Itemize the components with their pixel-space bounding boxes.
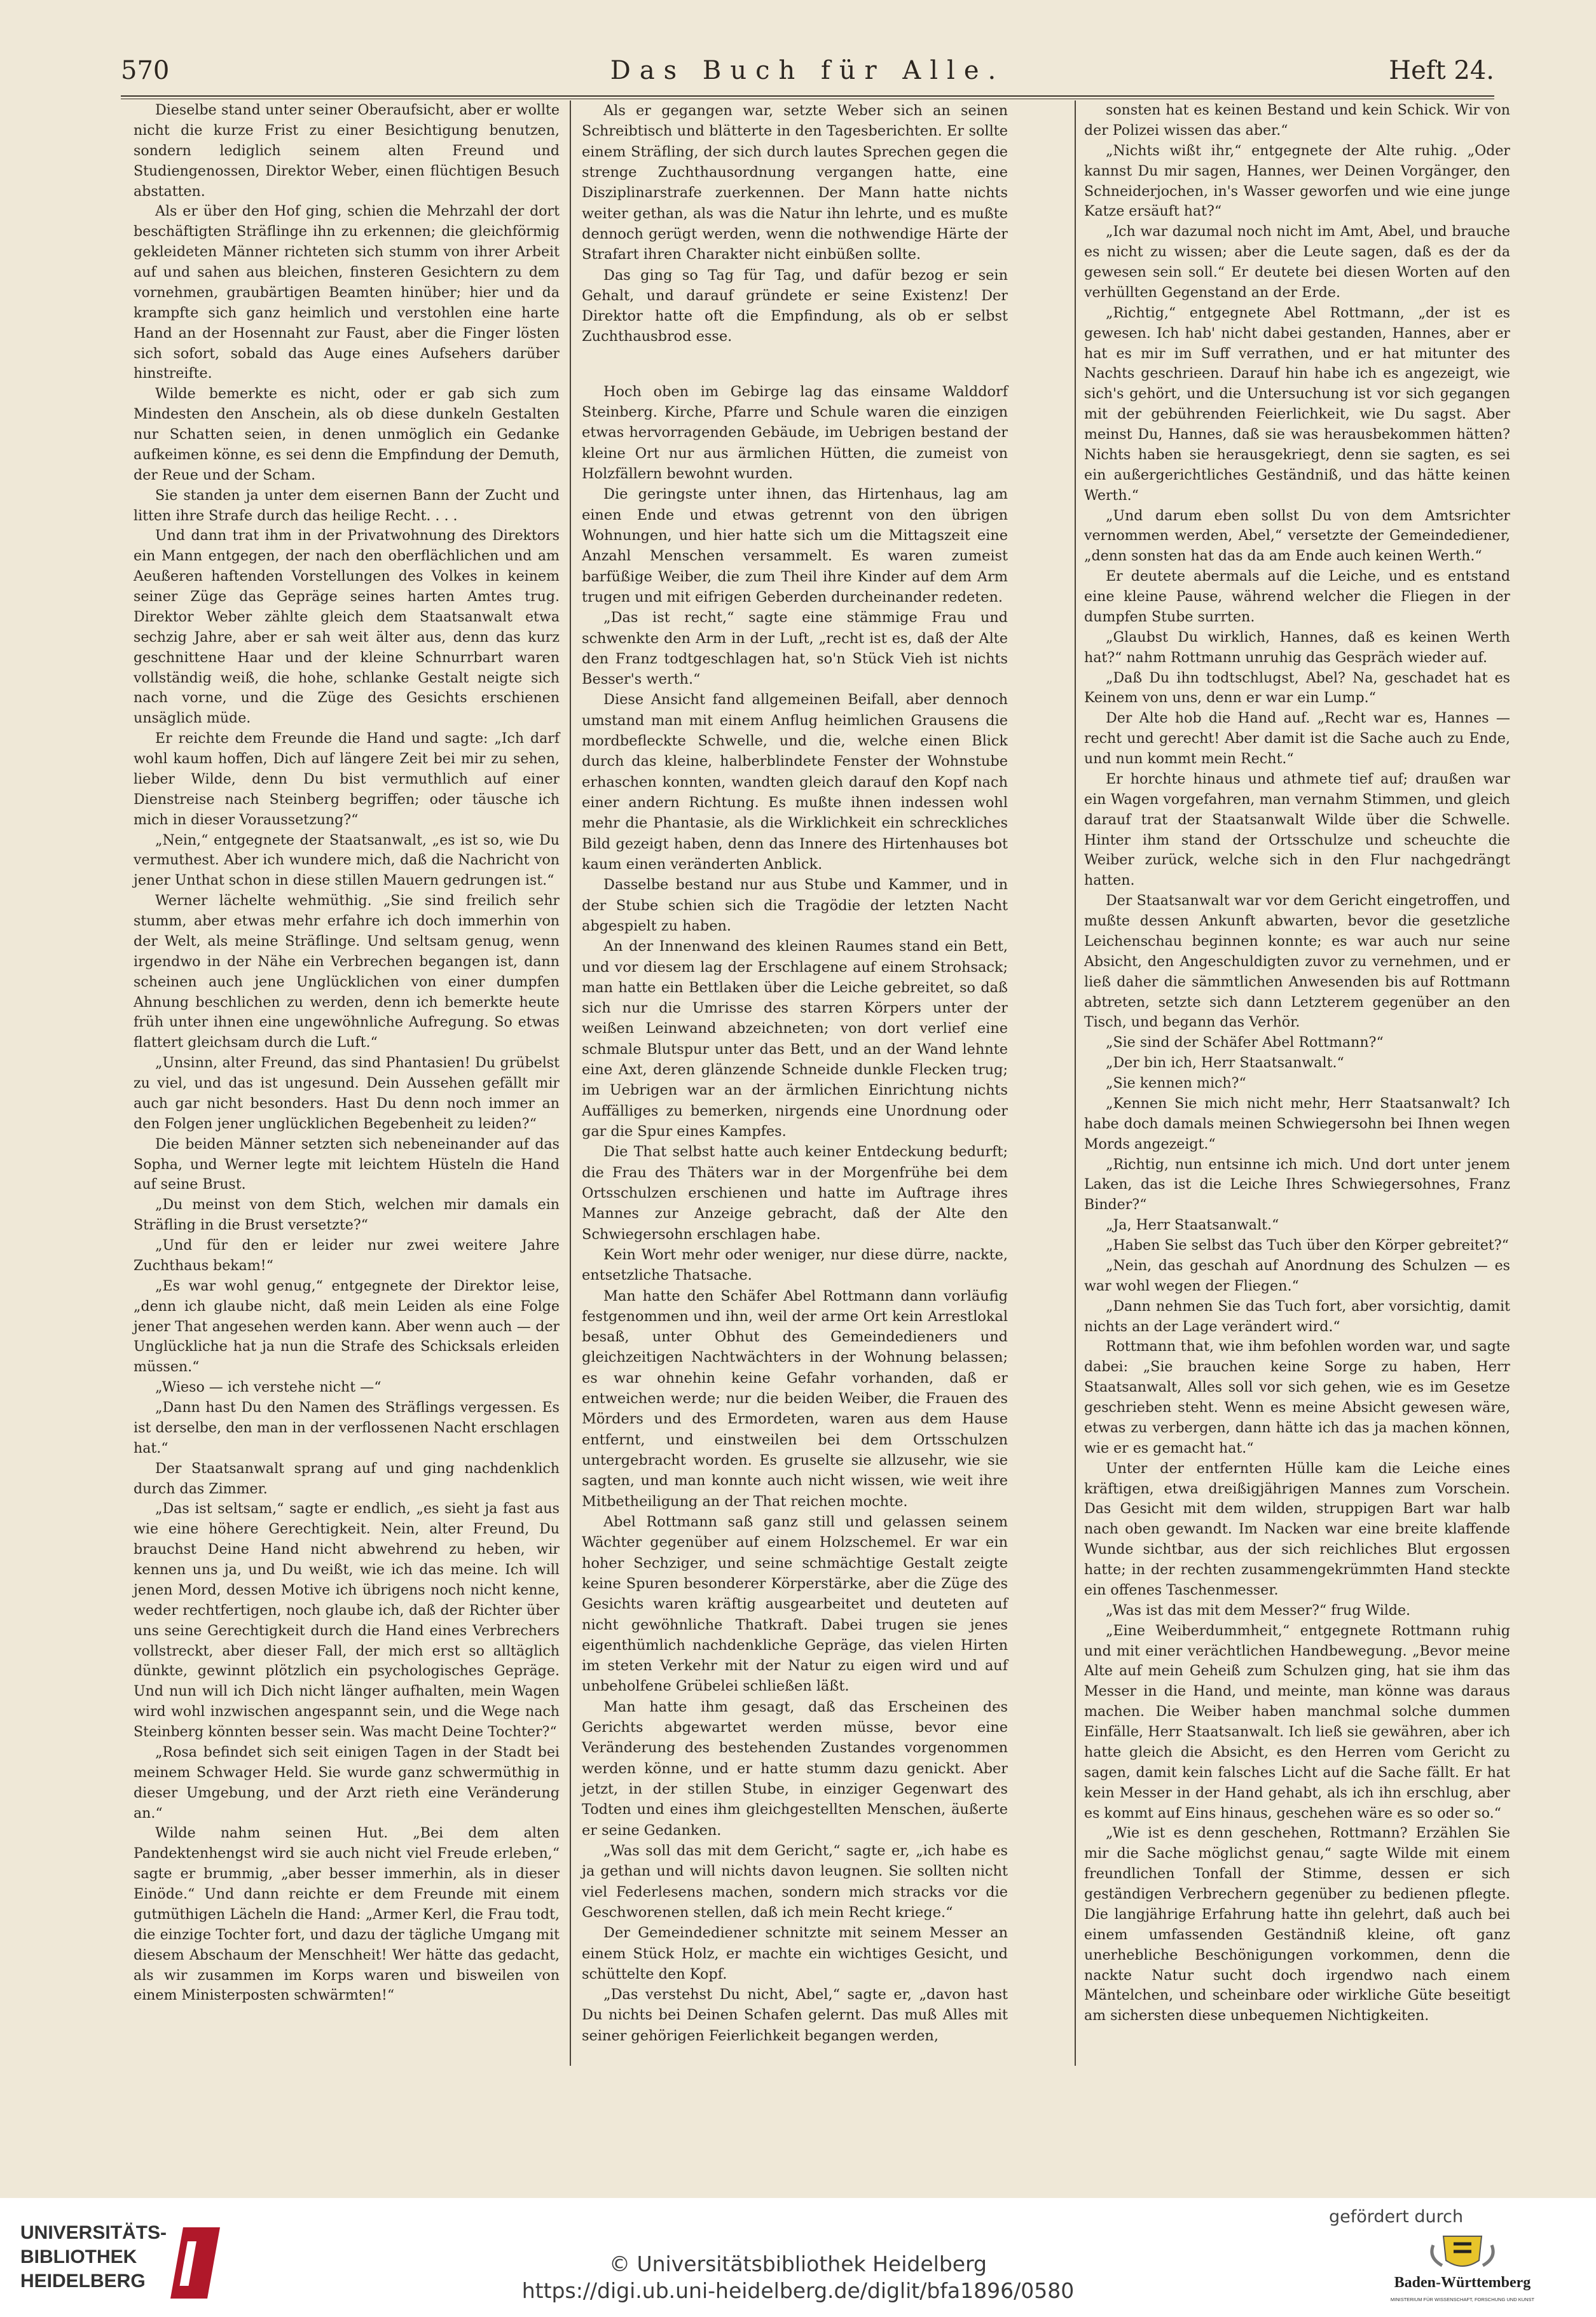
paragraph: „Rosa befindet sich seit einigen Tagen in der Stadt bei meinem Schwager Held. Sie wurde ganz schwermüthig in dieser Umgebung, und der Arzt rieth eine Veränderung an.“: [134, 1743, 560, 1822]
paragraph: „Eine Weiberdummheit,“ entgegnete Rottmann ruhig und mit einer verächtlichen Handbewegung. „Bevor meine Alte auf mein Geheiß zum Schulzen ging, hat sie ihm das Messer in die Hand, und meinte, man könne was daraus machen. Die Weiber haben manchmal solche dummen Einfälle, Herr Staatsanwalt. Ich ließ sie gewähren, aber ich hatte gleich die Absicht, es den Herren vom Gericht zu sagen, damit kein falsches Licht auf die Sache fällt. Er hat kein Messer in der Hand gehabt, als ich ihn erschlug, aber es kommt auf Eins hinaus, geschehen wäre es so oder so.“: [1084, 1622, 1510, 1822]
paragraph: Er reichte dem Freunde die Hand und sagte: „Ich darf wohl kaum hoffen, Dich auf längere Zeit bei mir zu sehen, lieber Wilde, denn Du bist vermuthlich auf einer Dienstreise nach Steinberg begriffen; oder täusche ich mich in dieser Voraussetzung?“: [134, 730, 560, 828]
text-column-3: [1084, 100, 1510, 2026]
running-header: [121, 52, 1494, 97]
paragraph: Der Gemeindediener schnitzte mit seinem Messer an einem Stück Holz, er machte ein wichtiges Gesicht, und schüttelte den Kopf.: [582, 1925, 1008, 1982]
paragraph: Rottmann that, wie ihm befohlen worden war, und sagte dabei: „Sie brauchen keine Sorge zu haben, Herr Staatsanwalt, Alles soll vor sich gehen, wie es im Gesetze geschrieben steht. Wenn es meine Absicht gewesen wäre, etwas zu verbergen, dann hätte ich das ja machen können, wie er es gemacht hat.“: [1084, 1338, 1510, 1456]
paragraph: „Daß Du ihn todtschlugst, Abel? Na, geschadet hat es Keinem von uns, denn er war ein Lump.“: [1084, 669, 1510, 707]
paragraph: „Haben Sie selbst das Tuch über den Körper gebreitet?“: [1106, 1237, 1509, 1254]
paragraph: „Richtig,“ entgegnete Abel Rottmann, „der ist es gewesen. Ich hab' nicht dabei gestanden, Hannes, aber er hat es mir im Suff verrathen, und er hat mitunter des Nachts geschrieen. Darauf hin habe ich es angezeigt, wie sich's gehört, und die Untersuchung ist vor sich gegangen mit der gebührenden Feierlichkeit, wie Du sagst. Aber meinst Du, Hannes, daß sie was herausbekommen hätten? Nichts haben sie herausgekriegt, denn sie sagten, es sei ein außergerichtliches Geständniß, und das hätte keinen Werth.“: [1084, 304, 1510, 504]
paragraph: „Das ist seltsam,“ sagte er endlich, „es sieht ja fast aus wie eine höhere Gerechtigkeit. Nein, alter Freund, Du brauchst Deine Hand nicht abwehrend zu heben, wir kennen uns ja, und Du weißt, wie ich das meine. Ich will jenen Mord, dessen Motive ich übrigens noch nicht kenne, weder rechtfertigen, noch glaube ich, daß der Richter über uns seine Gerechtigkeit durch die Hand eines Verbrechers vollstreckt, aber dieser Fall, der mich erst so alltäglich dünkte, gewinnt plötzlich ein psychologisches Gepräge. Und nun will ich Dich nicht länger aufhalten, mein Wagen wird wohl inzwischen angespannt sein, und die Wege nach Steinberg könnten besser sein. Was macht Deine Tochter?“: [134, 1500, 560, 1740]
paragraph: „Wie ist es denn geschehen, Rottmann? Erzählen Sie mir die Sache möglichst genau,“ sagte Wilde mit einem freundlichen Tonfall der Stimme, dessen er sich geständigen Verbrechern gegenüber zu bedienen pflegte. Die langjährige Erfahrung hatte ihn gelehrt, daß auch bei einem umfassenden Geständniß kleine, oft ganz unerhebliche Beschönigungen vorkommen, denn die nackte Natur sucht doch irgendwo nach einem Mäntelchen, und scheinbare oder wirkliche Güte beseitigt am sichersten diese unbequemen Nichtigkeiten.: [1084, 1825, 1510, 2024]
coat-of-arms-icon: [1432, 2236, 1493, 2266]
paragraph: Die beiden Männer setzten sich nebeneinander auf das Sopha, und Werner legte mit leichtem Hüsteln die Hand auf seine Brust.: [134, 1135, 560, 1193]
ministry-name: MINISTERIUM FÜR WISSENSCHAFT, FORSCHUNG UND KUNST: [1390, 2297, 1535, 2302]
paragraph: Er deutete abermals auf die Leiche, und es entstand eine kleine Pause, während welcher die Fliegen in der dumpfen Stube surrten.: [1084, 568, 1510, 625]
paragraph: „Unsinn, alter Freund, das sind Phantasien! Du grübelst zu viel, und das ist ungesund. Dein Aussehen gefällt mir auch gar nicht besonders. Hast Du denn noch immer an den Folgen jener unglücklichen Begebenheit zu leiden?“: [134, 1055, 560, 1132]
paragraph: Der Alte hob die Hand auf. „Recht war es, Hannes — recht und gerecht! Aber damit ist die Sache auch zu Ende, und nun kommt mein Recht.“: [1084, 710, 1510, 767]
paragraph: Der Staatsanwalt war vor dem Gericht eingetroffen, und mußte dessen Ankunft abwarten, bevor die gesetzliche Leichenschau beginnen konnte; es war auch nur seine Absicht, den Angeschuldigten zuvor zu vernehmen, und er ließ daher die sämmtlichen Anwesenden bis auf Rottmann abtreten, setzte sich dann Letzterem gegenüber an den Tisch, und begann das Verhör.: [1084, 892, 1510, 1031]
paragraph: „Ja, Herr Staatsanwalt.“: [1106, 1217, 1279, 1234]
paragraph: „Wieso — ich verstehe nicht —“: [155, 1379, 382, 1396]
paragraph: „Der bin ich, Herr Staatsanwalt.“: [1106, 1055, 1344, 1072]
funded-by-label: gefördert durch: [1329, 2207, 1464, 2227]
paragraph: „Dann hast Du den Namen des Sträflings vergessen. Es ist derselbe, den man in der verflossenen Nacht erschlagen hat.“: [134, 1399, 560, 1456]
citation-bar: [0, 2198, 1596, 2317]
paragraph: „Sie sind der Schäfer Abel Rottmann?“: [1106, 1034, 1384, 1051]
baden-wuerttemberg-logo: [1367, 2232, 1558, 2309]
column-divider: [570, 100, 571, 2066]
paragraph: Hoch oben im Gebirge lag das einsame Walddorf Steinberg. Kirche, Pfarre und Schule waren die einzigen etwas hervorragenden Gebäude, im Uebrigen bestand der kleine Ort nur aus ärmlichen Hütten, die zumeist von Holzfällern bewohnt wurden.: [582, 383, 1008, 482]
paragraph: Wilde nahm seinen Hut. „Bei dem alten Pandektenhengst wird sie auch nicht viel Freude erleben,“ sagte er brummig, „aber besser immerhin, als in dieser Einöde.“ Und dann reichte er dem Freunde mit einem gutmüthigen Lächeln die Hand: „Armer Kerl, die Frau todt, die einzige Tochter fort, und dazu der tägliche Umgang mit diesem Abschaum der Menschheit! Wer hätte das gedacht, als wir zusammen im Korps waren und bisweilen von einem Ministerposten schwärmten!“: [134, 1825, 560, 2004]
paragraph: Als er gegangen war, setzte Weber sich an seinen Schreibtisch und blätterte in den Tagesberichten. Er sollte einem Sträfling, der sich durch lautes Sprechen gegen die strenge Zuchthausordnung vergangen hatte, eine Disziplinarstrafe zuerkennen. Der Mann hatte nichts weiter gethan, als was die Natur ihn lehrte, und es mußte dennoch gerügt werden, wenn die nothwendige Härte der Strafart ihren Charakter nicht einbüßen sollte.: [582, 102, 1008, 263]
copyright-notice: © Universitätsbibliothek Heidelberg: [609, 2251, 987, 2276]
text-column-1: [134, 100, 560, 2006]
logo-line-2: BIBLIOTHEK: [20, 2246, 137, 2267]
logo-line-1: UNIVERSITÄTS-: [20, 2222, 167, 2243]
paragraph: Und dann trat ihm in der Privatwohnung des Direktors ein Mann entgegen, der nach den oberflächlichen und am Aeußeren haftenden Vorstellungen des Volkes in keinem seiner Züge das Gepräge seines harten Amtes trug. Direktor Weber zählte gleich dem Staatsanwalt etwa sechzig Jahre, aber er sah weit älter aus, denn das kurz geschnittene Haar und der kleine Schnurrbart waren vollständig weiß, die hohe, schlanke Gestalt neigte sich nach vorne, und die Züge des Gesichts erschienen unsäglich müde.: [134, 527, 560, 727]
paragraph: „Was ist das mit dem Messer?“ frug Wilde.: [1106, 1601, 1411, 1619]
paragraph: „Es war wohl genug,“ entgegnete der Direktor leise, „denn ich glaube nicht, daß mein Leiden als eine Folge jener That angesehen werden kann. Aber wenn auch — der Unglückliche hat ja nun die Strafe des Schicksals erleiden müssen.“: [134, 1277, 560, 1376]
paragraph: Dieselbe stand unter seiner Oberaufsicht, aber er wollte nicht die kurze Frist zu einer Besichtigung benutzen, sondern lediglich seinem alten Freund und Studiengenossen, Direktor Weber, einen flüchtigen Besuch abstatten.: [134, 102, 560, 200]
page-number: 570: [121, 56, 170, 85]
paragraph: Abel Rottmann saß ganz still und gelassen seinem Wächter gegenüber auf einem Holzschemel. Er war ein hoher Sechziger, und seine schmächtige Gestalt zeigte keine Spuren besonderer Körperstärke, aber die Züge des Gesichts waren kräftig ausgearbeitet und deuteten auf nicht gewöhnliche Thatkraft. Dabei trugen sie jenes eigenthümlich nachdenkliche Gepräge, das vielen Hirten im steten Verkehr mit der Natur zu eigen wird und auf unbeholfene Grübelei schließen läßt.: [582, 1513, 1008, 1695]
paragraph: Man hatte ihm gesagt, daß das Erscheinen des Gerichts abgewartet werden müsse, bevor eine Veränderung des bestehenden Zustandes vorgenommen werden könne, und er hatte stumm dazu genickt. Aber jetzt, in der stillen Stube, in einziger Gegenwart des Todten und eines ihm gleichgestellten Menschen, äußerte er seine Gedanken.: [582, 1698, 1008, 1839]
paragraph: „Sie kennen mich?“: [1106, 1075, 1246, 1091]
column-divider: [1075, 100, 1076, 2066]
paragraph: Die That selbst hatte auch keiner Entdeckung bedurft; die Frau des Thäters war in der Morgenfrühe bei dem Ortsschulzen erschienen und hatte im Auftrage ihres Mannes zur Anzeige gebracht, daß der Alte den Schwiegersohn erschlagen habe.: [582, 1144, 1008, 1243]
paragraph: Werner lächelte wehmüthig. „Sie sind freilich sehr stumm, aber etwas mehr erfahre ich doch immerhin von der Welt, als meine Sträflinge. Und seltsam genug, wenn irgendwo in der Nähe ein Verbrechen begangen ist, dann scheinen auch jene Unglücklichen von einer dumpfen Ahnung beschlichen zu werden, denn ich bemerkte heute früh unter ihnen eine ungewöhnliche Aufregung. So etwas flattert gleichsam durch die Luft.“: [134, 892, 560, 1051]
paragraph: Als er über den Hof ging, schien die Mehrzahl der dort beschäftigten Sträflinge ihn zu erkennen; die gleichförmig gekleideten Männer richteten sich stumm von ihrer Arbeit auf und sahen aus bleichen, finsteren Gesichtern zu dem vornehmen, graubärtigen Beamten hinüber; hier und da krampfte sich ganz heimlich und verstohlen eine harte Hand an der Hosennaht zur Faust, aber die Finger lösten sich sofort, sobald das Auge eines Aufsehers darüber hinstreifte.: [134, 203, 560, 382]
paragraph: Diese Ansicht fand allgemeinen Beifall, aber dennoch umstand man mit einem Anflug heimlichen Grausens die mordbefleckte Schwelle, und die, welche einen Blick durch das kleine, halberblindete Fenster der Wohnstube erhaschen konnten, wandten gleich darauf den Kopf nach einer andern Richtung. Es mußte ihnen indessen wohl mehr die Phantasie, als die Wirklichkeit ein schreckliches Bild gezeigt haben, denn das Innere des Hirtenhauses bot kaum einen veränderten Anblick.: [582, 691, 1008, 873]
paragraph: „Und darum eben sollst Du von dem Amtsrichter vernommen werden, Abel,“ versetzte der Gemeindediener, „denn sonsten hat das da am Ende auch keinen Werth.“: [1084, 507, 1510, 565]
issue-number: Heft 24.: [1389, 56, 1494, 85]
paragraph: An der Innenwand des kleinen Raumes stand ein Bett, und vor diesem lag der Erschlagene auf einem Strohsack; man hatte ein Bettlaken über die Leiche gebreitet, so daß sich nur die Umrisse des starren Körpers unter der weißen Leinwand abzeichneten; von dort verlief eine schmale Blutspur unter das Bett, und an der Wand lehnte eine Axt, deren glänzende Schneide dunkle Flecken trug; im Uebrigen war an der ärmlichen Einrichtung nichts Auffälliges zu bemerken, nirgends eine Unordnung oder gar die Spur eines Kampfes.: [582, 938, 1008, 1140]
paragraph: Der Staatsanwalt sprang auf und ging nachdenklich durch das Zimmer.: [134, 1460, 560, 1497]
paragraph: „Du meinst von dem Stich, welchen mir damals ein Sträfling in die Brust versetzte?“: [134, 1196, 560, 1234]
paragraph: Das ging so Tag für Tag, und dafür bezog er sein Gehalt, und darauf gründete er seine Existenz! Der Direktor hatte oft die Empfindung, als ob er selbst Zuchthausbrod esse.: [582, 266, 1008, 345]
state-name: Baden-Württemberg: [1394, 2274, 1531, 2291]
paragraph: „Nein,“ entgegnete der Staatsanwalt, „es ist so, wie Du vermuthest. Aber ich wundere mich, daß die Nachricht von jener Unthat schon in diese stillen Mauern gedrungen ist.“: [134, 831, 560, 889]
paragraph: „Das ist recht,“ sagte eine stämmige Frau und schwenkte den Arm in der Luft, „recht ist es, daß der Alte den Franz todtgeschlagen hat, so'n Stück Vieh ist nichts Besser's werth.“: [582, 609, 1008, 688]
paragraph: sonsten hat es keinen Bestand und kein Schick. Wir von der Polizei wissen das aber.“: [1084, 102, 1510, 139]
paragraph: Man hatte den Schäfer Abel Rottmann dann vorläufig festgenommen und ihn, weil der arme Ort kein Arrestlokal besaß, unter Obhut des Gemeindedieners und gleichzeitigen Nachtwächters in der Wohnung belassen; es war ohnehin keine Gefahr vorhanden, daß er entweichen werde; nur die beiden Weiber, die Frauen des Mörders und des Ermordeten, waren aus dem Hause entfernt, und einstweilen bei dem Ortsschulzen untergebracht worden. Es gruselte sie allzusehr, wie sie sagten, und man konnte auch nicht wissen, wie weit ihre Mitbetheiligung an der That reichen mochte.: [582, 1287, 1008, 1510]
paragraph: Kein Wort mehr oder weniger, nur diese dürre, nackte, entsetzliche Thatsache.: [582, 1246, 1008, 1284]
paragraph: „Richtig, nun entsinne ich mich. Und dort unter jenem Laken, das ist die Leiche Ihres Schwiegersohnes, Franz Binder?“: [1084, 1156, 1510, 1214]
paragraph: Sie standen ja unter dem eisernen Bann der Zucht und litten ihre Strafe durch das heilige Recht. . . .: [134, 487, 560, 524]
text-column-2: [582, 100, 1008, 2046]
header-rule: [121, 95, 1494, 97]
paragraph: Wilde bemerkte es nicht, oder er gab sich zum Mindesten den Anschein, als ob diese dunkeln Gestalten nur Schatten seien, in denen unmöglich ein Gedanke aufkeimen könne, es sei denn die Empfindung der Demuth, der Reue und der Scham.: [134, 385, 560, 483]
paragraph: „Und für den er leider nur zwei weitere Jahre Zuchthaus bekam!“: [134, 1237, 560, 1274]
logo-line-3: HEIDELBERG: [20, 2271, 146, 2292]
journal-title: Das Buch für Alle.: [610, 56, 1005, 85]
paragraph: „Kennen Sie mich nicht mehr, Herr Staatsanwalt? Ich habe doch damals meinen Schwiegersohn bei Ihnen wegen Mords angezeigt.“: [1084, 1095, 1510, 1152]
permalink[interactable]: https://digi.ub.uni-heidelberg.de/diglit/bfa1896/0580: [521, 2278, 1075, 2303]
paragraph: Unter der entfernten Hülle kam die Leiche eines kräftigen, etwa dreißigjährigen Mannes zum Vorschein. Das Gesicht mit dem wilden, struppigen Bart war halb nach oben gewandt. Im Nacken war eine breite klaffende Wunde sichtbar, aus der sich reichliches Blut ergossen hatte; in der rechten zusammengekrümmten Hand steckte ein offenes Taschenmesser.: [1084, 1460, 1510, 1598]
paragraph: „Ich war dazumal noch nicht im Amt, Abel, und brauche es nicht zu wissen; aber die Leute sagen, daß es der da gewesen sein soll.“ Er deutete bei diesen Worten auf den verhüllten Gegenstand an der Erde.: [1084, 223, 1510, 301]
paragraph: Er horchte hinaus und athmete tief auf; draußen war ein Wagen vorgefahren, man vernahm Stimmen, und gleich darauf trat der Staatsanwalt Wilde über die Schwelle. Hinter ihm stand der Ortsschulze und scheuchte die Weiber zurück, welche sich in den Flur nachgedrängt hatten.: [1084, 770, 1510, 889]
paragraph: „Nichts wißt ihr,“ entgegnete der Alte ruhig. „Oder kannst Du mir sagen, Hannes, wer Deinen Vorgänger, den Schneiderjochen, in's Wasser geworfen und wie eine junge Katze ersäuft hat?“: [1084, 142, 1510, 220]
paragraph: „Glaubst Du wirklich, Hannes, daß es keinen Werth hat?“ nahm Rottmann unruhig das Gespräch wieder auf.: [1084, 628, 1510, 666]
paragraph: „Dann nehmen Sie das Tuch fort, aber vorsichtig, damit nichts an der Lage verändert wird.“: [1084, 1297, 1510, 1335]
paragraph: „Das verstehst Du nicht, Abel,“ sagte er, „davon hast Du nichts bei Deinen Schafen gelernt. Das muß Alles mit seiner gehörigen Feierlichkeit begangen werden,: [582, 1986, 1008, 2044]
paragraph: Die geringste unter ihnen, das Hirtenhaus, lag am einen Ende und etwas getrennt von den übrigen Wohnungen, und hier hatte sich um die Mittagszeit eine Anzahl Menschen versammelt. Es waren zumeist barfüßige Weiber, die zum Theil ihre Kinder auf dem Arm trugen und mit eifrigen Geberden durcheinander redeten.: [582, 486, 1008, 605]
paragraph: „Nein, das geschah auf Anordnung des Schulzen — es war wohl wegen der Fliegen.“: [1084, 1257, 1510, 1294]
paragraph: „Was soll das mit dem Gericht,“ sagte er, „ich habe es ja gethan und will nichts davon leugnen. Sie sollten nicht viel Federlesens machen, sondern mich stracks vor die Geschworenen stellen, daß ich mein Recht kriege.“: [582, 1842, 1008, 1921]
paragraph: Dasselbe bestand nur aus Stube und Kammer, und in der Stube schien sich die Tragödie der letzten Nacht abgespielt zu haben.: [582, 876, 1008, 934]
